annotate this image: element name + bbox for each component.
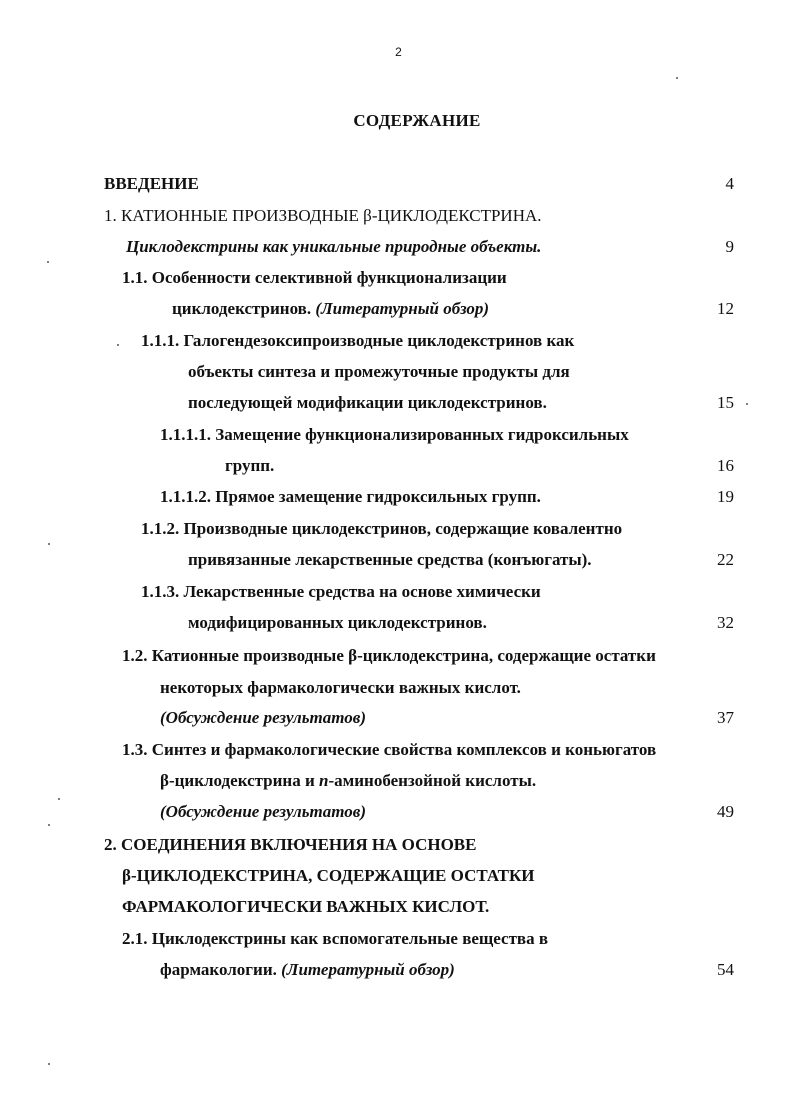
toc-entry-text: 1.1.1.1. Замещение функционализированных гидроксильных xyxy=(160,425,629,444)
toc-entry xyxy=(188,550,592,570)
toc-entry xyxy=(160,802,366,822)
toc-entry-text: 2. СОЕДИНЕНИЯ ВКЛЮЧЕНИЯ НА ОСНОВЕ xyxy=(104,835,477,854)
toc-entry xyxy=(104,174,199,194)
toc-entry-text: 1.1.1. Галогендезоксипроизводные циклодекстринов как xyxy=(141,331,575,350)
toc-entry-text: 1.2. Катионные производные β-циклодекстрина, содержащие остатки xyxy=(122,646,656,665)
page-title: СОДЕРЖАНИЕ xyxy=(353,111,481,130)
toc-page-number: 22 xyxy=(717,550,734,569)
toc-page-number: 16 xyxy=(717,456,734,475)
toc-entry-text: 1.1. Особенности селективной функционализации xyxy=(122,268,507,287)
toc-entry xyxy=(126,237,541,257)
toc-entry xyxy=(160,960,455,980)
page-number: 2 xyxy=(395,45,402,59)
toc-entry-text: ФАРМАКОЛОГИЧЕСКИ ВАЖНЫХ КИСЛОТ. xyxy=(122,897,490,916)
toc-page-number: 19 xyxy=(717,487,734,506)
toc-entry-text: групп. xyxy=(225,456,275,475)
toc-entry-text: (Обсуждение результатов) xyxy=(160,708,367,727)
toc-entry-text: ВВЕДЕНИЕ xyxy=(104,174,199,193)
toc-entry xyxy=(122,929,548,949)
toc-entry-italic: п xyxy=(319,771,329,790)
toc-entry-text: Циклодекстрины как уникальные природные объекты. xyxy=(126,237,542,256)
toc-entry xyxy=(172,299,489,319)
scan-speck xyxy=(48,543,50,545)
toc-entry xyxy=(122,897,489,917)
toc-entry xyxy=(188,613,487,633)
toc-entry-text: 1.1.3. Лекарственные средства на основе химически xyxy=(141,582,541,601)
toc-entry-text: -аминобензойной кислоты. xyxy=(328,771,537,790)
toc-page-number: 4 xyxy=(725,174,734,193)
toc-entry xyxy=(160,425,629,445)
toc-entry xyxy=(122,646,656,666)
toc-entry-text: модифицированных циклодекстринов. xyxy=(188,613,487,632)
scan-speck xyxy=(47,261,49,263)
toc-entry-text: 1. КАТИОННЫЕ ПРОИЗВОДНЫЕ β-ЦИКЛОДЕКСТРИНА. xyxy=(104,206,542,225)
toc-entry xyxy=(122,740,656,760)
toc-entry xyxy=(160,708,366,728)
toc-entry-text: 1.1.2. Производные циклодекстринов, содержащие ковалентно xyxy=(141,519,623,538)
toc-entry xyxy=(122,268,507,288)
toc-entry xyxy=(141,519,622,539)
toc-page-number: 32 xyxy=(717,613,734,632)
toc-entry-text: 1.1.1.2. Прямое замещение гидроксильных групп. xyxy=(160,487,541,506)
toc-entry-text: (Обсуждение результатов) xyxy=(160,802,367,821)
toc-entry-text: β-ЦИКЛОДЕКСТРИНА, СОДЕРЖАЩИЕ ОСТАТКИ xyxy=(122,866,535,885)
toc-entry xyxy=(160,487,541,507)
toc-entry-text: β-циклодекстрина и xyxy=(160,771,320,790)
toc-page-number: 12 xyxy=(717,299,734,318)
toc-page-number: 9 xyxy=(725,237,734,256)
scan-speck xyxy=(58,798,60,800)
toc-entry-text: некоторых фармакологически важных кислот. xyxy=(160,678,521,697)
toc-entry xyxy=(141,582,541,602)
toc-page-number: 49 xyxy=(717,802,734,821)
toc-entry-text: 2.1. Циклодекстрины как вспомогательные вещества в xyxy=(122,929,549,948)
toc-entry xyxy=(225,456,274,476)
toc-entry-italic: (Литературный обзор) xyxy=(281,960,455,979)
scan-speck xyxy=(676,77,678,79)
toc-entry-italic: (Литературный обзор) xyxy=(315,299,490,318)
toc-entry xyxy=(141,331,574,351)
scan-speck xyxy=(48,824,50,826)
toc-entry xyxy=(104,206,542,226)
toc-entry xyxy=(160,678,521,698)
toc-entry xyxy=(104,835,477,855)
toc-entry-text: последующей модификации циклодекстринов. xyxy=(188,393,547,412)
toc-entry-text: объекты синтеза и промежуточные продукты для xyxy=(188,362,570,381)
toc-page-number: 54 xyxy=(717,960,734,979)
toc-entry xyxy=(160,771,536,791)
toc-page-number: 37 xyxy=(717,708,734,727)
scan-speck xyxy=(117,344,119,346)
toc-entry-text: 1.3. Синтез и фармакологические свойства комплексов и коньюгатов xyxy=(122,740,657,759)
toc-entry xyxy=(188,362,570,382)
scan-speck xyxy=(48,1063,50,1065)
toc-entry-text: привязанные лекарственные средства (конъюгаты). xyxy=(188,550,592,569)
toc-entry-text: циклодекстринов. xyxy=(172,299,312,318)
toc-entry-text: фармакологии. xyxy=(160,960,277,979)
toc-entry xyxy=(188,393,547,413)
toc-page-number: 15 xyxy=(717,393,734,412)
scan-speck xyxy=(746,403,748,405)
toc-entry xyxy=(122,866,535,886)
